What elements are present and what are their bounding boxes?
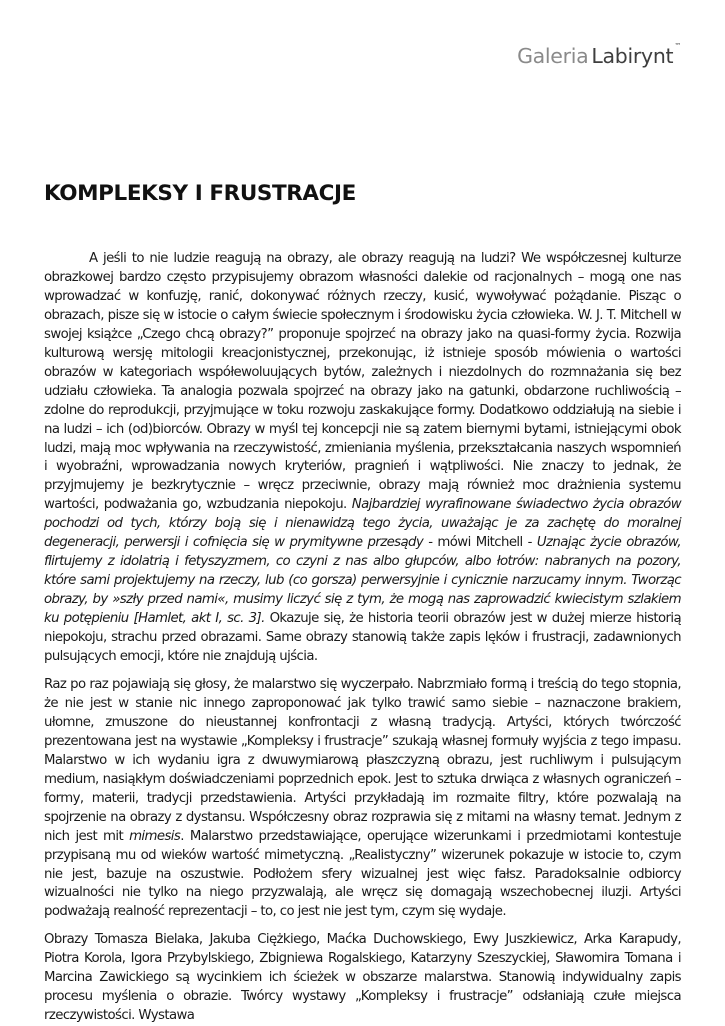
paragraph-1-text-a: A jeśli to nie ludzie reagują na obrazy, ale obrazy reagują na ludzi? We współczesnej kulturze obrazkowej bardzo często przypisujemy obrazom własności dalekie od racjonalnych – mogą one nas wprowadzać w konfuzję, ranić, dokonywać różnych rzeczy, kusić, wywoływać pożądanie. Pisząc o obrazach, pisze się w istocie o całym świecie społecznym i środowisku życia człowieka. W. J. T. Mitchell w swojej książce „Czego chcą obrazy?” proponuje spojrzeć na obrazy jako na quasi-formy życia. Rozwija kulturową wersję mitologii kreacjonistycznej, przekonując, iż istnieje sposób mówienia o wartości obrazów w kategoriach współewoluujących bytów, zależnych i niezdolnych do rozmnażania się bez udziału człowieka. Ta analogia pozwala spojrzeć na obrazy jako na gatunki, obdarzone ruchliwością – zdolne do reprodukcji, przyjmujące w toku rozwoju zaskakujące formy. Dodatkowo oddziałują na siebie i na ludzi – ich (od)biorców. Obrazy w myśl tej koncepcji nie są zatem biernymi bytami, istniejącymi obok ludzi, mają moc wpływania na rzeczywistość, zmieniania myślenia, przekształcania naszych wspomnień i wyobraźni, wprowadzania nowych kryteriów, pragnień i wątpliwości. Nie znaczy to jednak, że przyjmujemy je bezkrytycznie – wręcz przeciwnie, obrazy mają również moc drażnienia systemu wartości, podważania go, wzbudzania niepokoju. bbox=[44, 251, 681, 513]
mitchell-quote-1: Najbardziej wyrafinowane świadectwo życia obrazów pochodzi od tych, którzy boją się i nienawidzą tego życia, uważając je za zachętę do moralnej degeneracji, perwersji i cofnięcia się w prymitywne przesądy bbox=[44, 497, 681, 551]
paragraph-1 bbox=[44, 250, 681, 667]
trademark-mark: ™ bbox=[674, 42, 681, 50]
logo-word-galeria: Galeria bbox=[517, 44, 589, 68]
mimesis-term: mimesis bbox=[129, 828, 181, 844]
paragraph-3: Obrazy Tomasza Bielaka, Jakuba Ciężkiego, Maćka Duchowskiego, Ewy Juszkiewicz, Arka Karapudy, Piotra Korola, Igora Przybylskiego, Zbigniewa Rogalskiego, Katarzyny Szeszyckiej, Sławomira Tomana i Marcina Zawickiego są wycinkiem ich ścieżek w obszarze malarstwa. Stanowią indywidualny zapis procesu myślenia o obrazie. Twórcy wystawy „Kompleksy i frustracje” odsłaniają czułe miejsca rzeczywistości. Wystawa bbox=[44, 932, 681, 1024]
paragraph-1-text-c: Okazuje się, że historia teorii obrazów jest w dużej mierze historią niepokoju, strachu przed obrazami. Same obrazy stanowią także zapis lęków i frustracji, zadawnionych pulsujących emocji, które nie znajdują ujścia. bbox=[44, 611, 681, 665]
logo-word-labirynt: Labirynt bbox=[591, 44, 674, 68]
paragraph-2-text-b: . Malarstwo przedstawiające, operujące wizerunkami i przedmiotami kontestuje przypisaną mu od wieków wartość mimetyczną. „Realistyczny” wizerunek pokazuje w istocie to, czym nie jest, bazuje na oszustwie. Podłożem sfery wizualnej jest więc fałsz. Paradoksalnie odbiorcy wizualności nie tylko na niego przyzwalają, ale wręcz się domagają wszechobecnej iluzji. Artyści podważają realność reprezentacji – to, co jest nie jest tym, czym się wydaje. bbox=[44, 828, 681, 920]
paragraph-2-text-a: Raz po raz pojawiają się głosy, że malarstwo się wyczerpało. Nabrzmiało formą i treścią do tego stopnia, że nie jest w stanie nic innego zaproponować jak tylko trawić samo siebie – naznaczone brakiem, ułomne, zmuszone do nieustannej konfrontacji z własną tradycją. Artyści, których twórczość prezentowana jest na wystawie „Kompleksy i frustracje” szukają własnej formuły wyjścia z tego impasu. Malarstwo w ich wydaniu igra z dwuwymiarową płaszczyzną obrazu, jest ruchliwym i pulsującym medium, nasiąkłym doświadczeniami poprzednich epok. Jest to sztuka drwiąca z własnych ograniczeń – formy, materii, tradycji przedstawienia. Artyści przykładają im rozmaite filtry, które pozwalają na spojrzenie na obrazy z dystansu. Współczesny obraz rozprawia się z mitami na własny temat. Jednym z nich jest mit bbox=[44, 676, 681, 844]
article-body bbox=[44, 250, 681, 1026]
mitchell-quote-2: Uznając życie obrazów, flirtujemy z idolatrią i fetyszyzmem, co czyni z nas albo głupców, albo łotrów: nabranych na pozory, które sami projektujemy na rzeczy, lub (co gorsza) perwersyjnie i cynicznie narzucamy innym. Tworząc obrazy, by »szły przed nami«, musimy liczyć się z tym, że mogą nas zaprowadzić kwiecistym szlakiem ku potępieniu [Hamlet, akt I, sc. 3]. bbox=[44, 535, 681, 627]
gallery-logo bbox=[517, 44, 681, 68]
paragraph-2 bbox=[44, 676, 681, 922]
paragraph-1-text-b: - mówi Mitchell - bbox=[423, 535, 537, 551]
page-title: KOMPLEKSY I FRUSTRACJE bbox=[44, 181, 356, 206]
